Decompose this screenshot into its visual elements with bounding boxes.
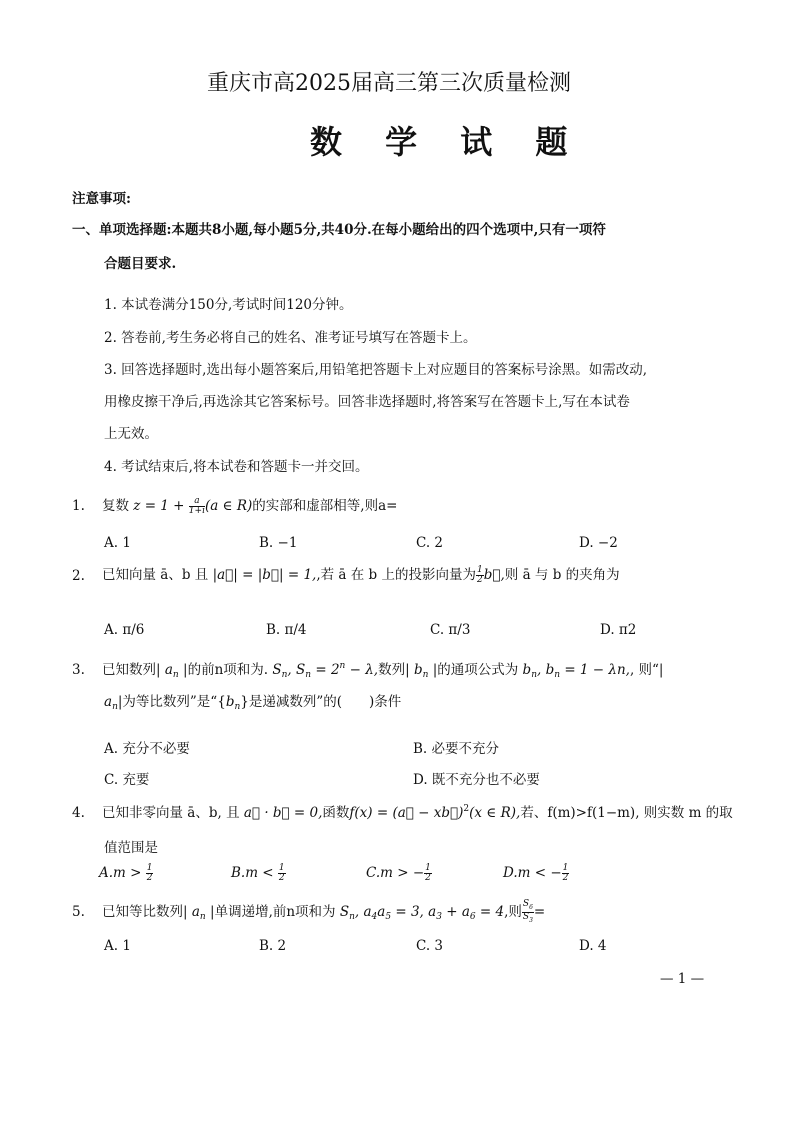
notice-item: 4. 考试结束后,将本试卷和答题卡一并交回。 xyxy=(104,459,369,475)
question-3-stem-line2 xyxy=(104,690,401,712)
q2-post: 则 ā 与 b 的夹角为 xyxy=(504,567,620,583)
q4-opt-c-label: C.m > xyxy=(366,865,409,881)
q2-mid: ,若 ā 在 b 上的投影向量为 xyxy=(316,567,476,583)
q2-vec: b⃗, xyxy=(483,567,505,583)
q5-option-c: C. 3 xyxy=(416,938,444,954)
q5-post: ,则 xyxy=(504,904,522,920)
question-4-stem-line2: 值范围是 xyxy=(104,840,158,856)
q3-l1a: 已知数列| xyxy=(102,662,161,678)
notice-heading: 注意事项: xyxy=(72,191,131,207)
notice-item: 上无效。 xyxy=(104,426,158,442)
q4-opt-d-frac xyxy=(562,864,570,883)
q5-fraction xyxy=(522,900,534,925)
question-1-stem xyxy=(102,494,397,516)
q3-option-a: A. 充分不必要 xyxy=(104,741,190,757)
q3-l2b: }是递减数列”的( xyxy=(240,694,343,710)
q4-option-b xyxy=(231,864,286,883)
q4-opt-b-frac xyxy=(278,864,286,883)
q3-option-b: B. 必要不充分 xyxy=(413,741,500,757)
q3-l1c: 数列| xyxy=(378,662,410,678)
question-4-number: 4. xyxy=(72,805,85,821)
q1-frac-den: 1+i xyxy=(188,506,205,516)
q4-mid: 函数 xyxy=(322,805,350,821)
q4-pre: 已知非零向量 ā、b, 且 xyxy=(102,805,240,821)
q1-cond: (a ∈ R) xyxy=(204,498,253,514)
q3-bn-formula: $b_n$, $b_n = 1 - \lambda n$, xyxy=(522,662,630,680)
q2-expr: |a⃗| = |b⃗| = 1, xyxy=(212,567,317,583)
q4-opt-d-num: 1 xyxy=(562,863,569,873)
q1-option-a: A. 1 xyxy=(104,535,131,551)
notice-item: 1. 本试卷满分150分,考试时间120分钟。 xyxy=(104,297,353,313)
q3-option-d: D. 既不充分也不必要 xyxy=(413,772,540,788)
q4-opt-d-sign: − xyxy=(550,865,562,881)
q5-pre: 已知等比数列| xyxy=(102,904,188,920)
q5-mid: |单调递增,前n项和为 xyxy=(210,904,336,920)
q2-pre: 已知向量 ā、b 且 xyxy=(102,567,209,583)
q4-opt-c-sign: − xyxy=(412,865,425,881)
q4-opt-c-num: 1 xyxy=(425,863,431,873)
q5-option-a: A. 1 xyxy=(104,938,131,954)
q1-expr: z = 1 + xyxy=(133,498,185,514)
q4-opt-a-label: A.m > xyxy=(99,865,142,881)
question-5-stem xyxy=(102,900,545,925)
notice-item: 2. 答卷前,考生务必将自己的姓名、准考证号填写在答题卡上。 xyxy=(104,330,477,346)
question-3-stem-line1 xyxy=(102,658,664,680)
q3-bn: $b_n$ xyxy=(413,662,429,680)
q2-frac-den: 2 xyxy=(477,575,483,585)
q1-pre: 复数 xyxy=(102,498,129,514)
q4-opt-c-den: 2 xyxy=(425,873,431,883)
q5-option-d: D. 4 xyxy=(579,938,607,954)
q4-opt-b-label: B.m < xyxy=(231,865,274,881)
section1-instruction: 一、单项选择题:本题共8小题,每小题5分,共40分.在每小题给出的四个选项中,只有一项符 xyxy=(72,222,606,238)
q4-opt-c-frac xyxy=(424,864,432,883)
q1-post: 的实部和虚部相等,则a= xyxy=(252,498,398,514)
q5-frac-den: $S_3$ xyxy=(522,912,533,924)
q3-sn: $S_n$, $S_n = 2^n - \lambda$, xyxy=(272,661,379,680)
section1-instruction-cont: 合题目要求. xyxy=(104,256,177,272)
q4-option-c xyxy=(366,864,432,883)
q4-opt-b-num: 1 xyxy=(278,863,285,873)
q2-option-c: C. π/3 xyxy=(430,622,471,638)
q3-l1d: |的通项公式为 xyxy=(432,662,519,678)
exam-subtitle: 重庆市高2025届高三第三次质量检测 xyxy=(207,71,571,96)
q2-option-b: B. π/4 xyxy=(266,622,307,638)
q1-frac-num: a xyxy=(189,497,205,507)
q4-opt-d-den: 2 xyxy=(562,873,569,883)
q4-post: 若、f(m)>f(1−m), 则实数 m 的取 xyxy=(520,805,733,821)
q4-opt-b-den: 2 xyxy=(278,873,285,883)
question-2-stem xyxy=(102,563,620,585)
q1-option-b: B. −1 xyxy=(259,535,298,551)
q1-fraction xyxy=(189,497,205,516)
q2-fraction xyxy=(476,566,484,585)
q2-frac-num: 1 xyxy=(477,565,483,575)
q4-expr1: a⃗ · b⃗ = 0, xyxy=(243,805,323,821)
q4-opt-a-num: 1 xyxy=(146,863,153,873)
q4-exp: 2 xyxy=(463,804,470,814)
q3-bn-2: $b_n$ xyxy=(225,694,241,712)
question-5-number: 5. xyxy=(72,904,85,920)
page-number: — 1 — xyxy=(660,971,705,987)
q5-an: $a_n$ xyxy=(191,904,206,922)
q4-option-a xyxy=(99,864,153,883)
question-4-stem-line1 xyxy=(102,801,733,821)
q4-expr2: f(x) = (a⃗ − xb⃗) xyxy=(349,805,464,821)
q4-option-d xyxy=(503,864,569,883)
q5-option-b: B. 2 xyxy=(259,938,287,954)
q3-l2c: )条件 xyxy=(369,694,402,710)
q3-l1e: , 则“| xyxy=(629,662,664,678)
q2-option-d: D. π2 xyxy=(600,622,637,638)
q1-option-d: D. −2 xyxy=(579,535,618,551)
q5-frac-num: $S_6$ xyxy=(522,899,533,911)
q3-l2a: |为等比数列”是“{ xyxy=(117,694,226,710)
q3-an: $a_n$ xyxy=(164,662,179,680)
notice-item: 3. 回答选择题时,选出每小题答案后,用铅笔把答题卡上对应题目的答案标号涂黑。如需改动, xyxy=(104,362,648,378)
q3-l1b: |的前n项和为. xyxy=(183,662,269,678)
exam-title: 数 学 试 题 xyxy=(310,123,584,161)
question-2-number: 2. xyxy=(72,568,85,584)
q2-option-a: A. π/6 xyxy=(104,622,145,638)
q4-opt-a-den: 2 xyxy=(146,873,153,883)
q4-opt-d-label: D.m < xyxy=(503,865,547,881)
question-1-number: 1. xyxy=(72,498,85,514)
q5-cond: $S_n$, $a_4a_5 = 3$, $a_3 + a_6 = 4$ xyxy=(339,904,505,922)
q4-cond: (x ∈ R), xyxy=(469,805,521,821)
question-3-number: 3. xyxy=(72,662,85,678)
q3-option-c: C. 充要 xyxy=(104,772,150,788)
q3-an-2: $a_n$ xyxy=(104,694,118,712)
q5-eq: = xyxy=(533,904,546,920)
notice-item: 用橡皮擦干净后,再选涂其它答案标号。回答非选择题时,将答案写在答题卡上,写在本试卷 xyxy=(104,394,630,410)
q4-opt-a-frac xyxy=(146,864,154,883)
q1-option-c: C. 2 xyxy=(416,535,444,551)
